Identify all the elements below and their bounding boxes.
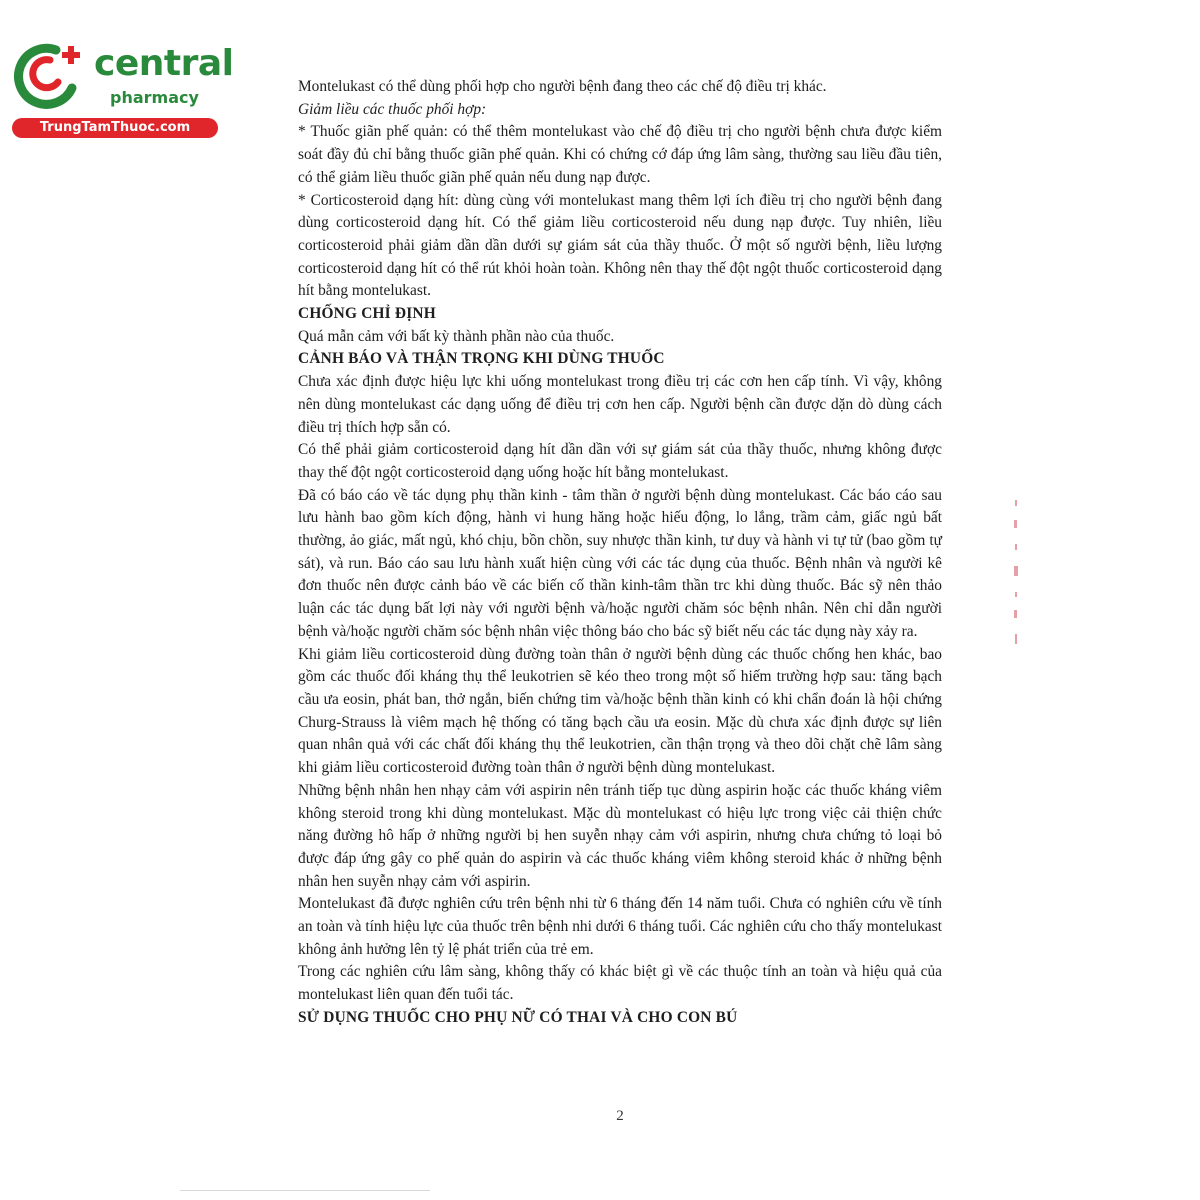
paragraph-aspirin-sensitivity: Những bệnh nhân hen nhạy cảm với aspirin nên tránh tiếp tục dùng aspirin hoặc các thuốc kháng viêm không steroid trong khi dùng montelukast. Mặc dù montelukast có hiệu lực trong việc cải thiện chức năng đường hô hấp ở những người bị hen suyễn nhạy cảm với aspirin, nhưng chưa chứng tỏ loại bỏ được đáp ứng gây co phế quản do aspirin và các thuốc kháng viêm không steroid khác ở những bệnh nhân hen suyễn nhạy cảm với aspirin. [298, 781, 942, 890]
paragraph-age-effects: Trong các nghiên cứu lâm sàng, không thấy có khác biệt gì về các thuộc tính an toàn và hiệu quả của montelukast liên quan đến tuổi tác. [298, 963, 942, 1004]
logo-website-url[interactable]: TrungTamThuoc.com [12, 118, 218, 138]
page-number: 2 [616, 1108, 624, 1124]
logo-brand-name: central [94, 43, 234, 84]
heading-contraindications: CHỐNG CHỈ ĐỊNH [298, 305, 436, 323]
paragraph-churg-strauss: Khi giảm liều corticosteroid dùng đường toàn thân ở người bệnh dùng các thuốc chống hen khác, bao gồm các thuốc đối kháng thụ thể leukotrien sẽ kéo theo trong một số hiếm trường hợp sau: tăng bạch cầu ưa eosin, phát ban, thở ngắn, biến chứng tim và/hoặc bệnh thần kinh có khi chẩn đoán là hội chứng Churg-Strauss là viêm mạch hệ thống có tăng bạch cầu ưa eosin. Mặc dù chưa xác định được sự liên quan nhân quả với các chất đối kháng thụ thể leukotrien, cần thận trọng và theo dõi chặt chẽ lâm sàng khi giảm liều corticosteroid đường toàn thân ở người bệnh dùng montelukast. [298, 645, 942, 777]
paragraph-bronchodilators: * Thuốc giãn phế quản: có thể thêm montelukast vào chế độ điều trị cho người bệnh chưa được kiểm soát đầy đủ chỉ bằng thuốc giãn phế quản. Khi có chứng cớ đáp ứng lâm sàng, thường sau liều đầu tiên, có thể giảm liều thuốc giãn phế quản nếu dung nạp được. [298, 123, 942, 186]
footer-divider [180, 1190, 430, 1191]
paragraph-combination-therapy: Montelukast có thể dùng phối hợp cho người bệnh đang theo các chế độ điều trị khác. [298, 78, 827, 95]
paragraph-pediatric-use: Montelukast đã được nghiên cứu trên bệnh nhi từ 6 tháng đến 14 năm tuổi. Chưa có nghiên cứu về tính an toàn và tính hiệu lực của thuốc trên bệnh nhi dưới 6 tháng tuổi. Các nghiên cứu cho thấy montelukast không ảnh hưởng lên tỷ lệ phát triển của trẻ em. [298, 895, 942, 958]
heading-pregnancy-lactation: SỬ DỤNG THUỐC CHO PHỤ NỮ CÓ THAI VÀ CHO CON BÚ [298, 1008, 738, 1026]
paragraph-corticosteroid-taper: Có thể phải giảm corticosteroid dạng hít dần dần với sự giám sát của thầy thuốc, nhưng không được thay thế đột ngột corticosteroid dạng uống hoặc hít bằng montelukast. [298, 441, 942, 481]
logo-brand-subtitle: pharmacy [110, 88, 199, 107]
paragraph-neuropsychiatric-events: Đã có báo cáo về tác dụng phụ thần kinh - tâm thần ở người bệnh dùng montelukast. Các báo cáo sau lưu hành bao gồm kích động, hành vi hung hăng hoặc hiếu động, lo lắng, trầm cảm, giấc ngủ bất thường, ảo giác, mất ngủ, khó chịu, bồn chồn, suy nhược thần kinh, tư duy và hành vi tự tử (bao gồm tự sát), và run. Báo cáo sau lưu hành xuất hiện cùng với các tác dụng của thuốc. Bệnh nhân và người kê đơn thuốc nên được cảnh báo về các biến cố thần kinh-tâm thần trc khi dùng thuốc. Bác sỹ nên thảo luận các tác dụng bất lợi này với người bệnh và/hoặc người chăm sóc bệnh nhân. Nên chỉ dẫn người bệnh và/hoặc người chăm sóc bệnh nhân việc thông báo cho bác sỹ biết nếu các tác dụng này xảy ra. [298, 486, 942, 640]
document-body [298, 76, 942, 1030]
pharmacy-cross-logo-icon [10, 36, 90, 112]
paragraph-inhaled-corticosteroids: * Corticosteroid dạng hít: dùng cùng với montelukast mang thêm lợi ích điều trị cho người bệnh đang dùng corticosteroid dạng hít. Có thể giảm liều corticosteroid nếu dung nạp được. Tuy nhiên, liều corticosteroid phải giảm dần dần dưới sự giám sát của thầy thuốc. Ở một số người bệnh, liều lượng corticosteroid dạng hít có thể rút khỏi hoàn toàn. Không nên thay thế đột ngột thuốc corticosteroid dạng hít bằng montelukast. [298, 191, 942, 300]
central-pharmacy-logo[interactable] [10, 36, 234, 136]
paragraph-hypersensitivity: Quá mẫn cảm với bất kỳ thành phần nào của thuốc. [298, 327, 615, 345]
heading-warnings-precautions: CẢNH BÁO VÀ THẬN TRỌNG KHI DÙNG THUỐC [298, 350, 665, 368]
paragraph-acute-asthma: Chưa xác định được hiệu lực khi uống montelukast trong điều trị các cơn hen cấp tính. Vì vậy, không nên dùng montelukast các dạng uống để điều trị cơn hen cấp. Người bệnh cần được dặn dò dùng cách điều trị thích hợp sẵn có. [298, 373, 942, 436]
subheading-dose-reduction: Giảm liều các thuốc phối hợp: [298, 100, 487, 118]
margin-stamp-mark-icon [1012, 500, 1020, 650]
